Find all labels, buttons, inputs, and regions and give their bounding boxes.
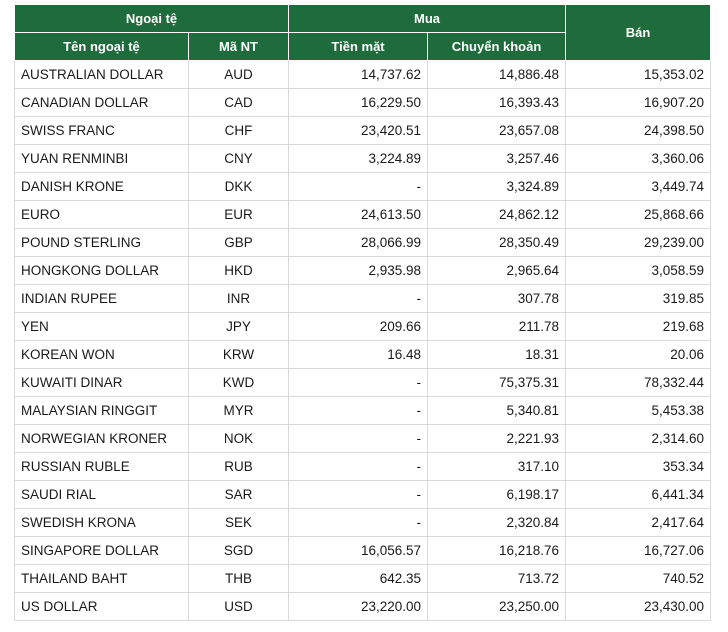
cash-buy-cell: 23,220.00: [289, 593, 428, 621]
sell-rate-cell: 353.34: [566, 453, 711, 481]
sell-rate-cell: 2,417.64: [566, 509, 711, 537]
currency-code-cell: THB: [189, 565, 289, 593]
cash-buy-cell: 642.35: [289, 565, 428, 593]
currency-name-cell: AUSTRALIAN DOLLAR: [15, 61, 189, 89]
currency-code-cell: RUB: [189, 453, 289, 481]
table-row: [15, 369, 711, 397]
currency-code-cell: JPY: [189, 313, 289, 341]
transfer-buy-cell: 317.10: [428, 453, 566, 481]
currency-name-cell: NORWEGIAN KRONER: [15, 425, 189, 453]
cash-buy-cell: -: [289, 173, 428, 201]
currency-name-cell: SINGAPORE DOLLAR: [15, 537, 189, 565]
table-row: [15, 229, 711, 257]
currency-name-cell: SWEDISH KRONA: [15, 509, 189, 537]
sell-rate-cell: 3,360.06: [566, 145, 711, 173]
currency-code-cell: DKK: [189, 173, 289, 201]
cash-buy-cell: 28,066.99: [289, 229, 428, 257]
sell-rate-cell: 20.06: [566, 341, 711, 369]
cash-buy-cell: 16,056.57: [289, 537, 428, 565]
table-row: [15, 593, 711, 621]
transfer-buy-cell: 3,324.89: [428, 173, 566, 201]
sell-rate-cell: 2,314.60: [566, 425, 711, 453]
currency-code-cell: INR: [189, 285, 289, 313]
table-row: [15, 89, 711, 117]
currency-code-cell: KRW: [189, 341, 289, 369]
table-row: [15, 453, 711, 481]
table-row: [15, 257, 711, 285]
sell-rate-cell: 23,430.00: [566, 593, 711, 621]
currency-code-cell: CAD: [189, 89, 289, 117]
currency-name-cell: CANADIAN DOLLAR: [15, 89, 189, 117]
cash-buy-cell: 16.48: [289, 341, 428, 369]
currency-name-cell: EURO: [15, 201, 189, 229]
transfer-buy-cell: 23,657.08: [428, 117, 566, 145]
cash-buy-cell: 2,935.98: [289, 257, 428, 285]
currency-code-cell: KWD: [189, 369, 289, 397]
currency-name-cell: DANISH KRONE: [15, 173, 189, 201]
cash-buy-cell: -: [289, 369, 428, 397]
transfer-buy-cell: 307.78: [428, 285, 566, 313]
cash-buy-cell: 16,229.50: [289, 89, 428, 117]
table-row: [15, 117, 711, 145]
sell-rate-cell: 740.52: [566, 565, 711, 593]
transfer-buy-cell: 211.78: [428, 313, 566, 341]
transfer-buy-cell: 28,350.49: [428, 229, 566, 257]
header-ngoai-te: Ngoại tệ: [15, 5, 289, 33]
currency-name-cell: POUND STERLING: [15, 229, 189, 257]
cash-buy-cell: -: [289, 509, 428, 537]
currency-code-cell: SAR: [189, 481, 289, 509]
table-row: [15, 509, 711, 537]
transfer-buy-cell: 6,198.17: [428, 481, 566, 509]
transfer-buy-cell: 14,886.48: [428, 61, 566, 89]
sell-rate-cell: 15,353.02: [566, 61, 711, 89]
currency-name-cell: SWISS FRANC: [15, 117, 189, 145]
currency-name-cell: YUAN RENMINBI: [15, 145, 189, 173]
sell-rate-cell: 78,332.44: [566, 369, 711, 397]
transfer-buy-cell: 2,320.84: [428, 509, 566, 537]
sell-rate-cell: 319.85: [566, 285, 711, 313]
sell-rate-cell: 25,868.66: [566, 201, 711, 229]
currency-name-cell: THAILAND BAHT: [15, 565, 189, 593]
table-row: [15, 341, 711, 369]
cash-buy-cell: -: [289, 481, 428, 509]
sell-rate-cell: 3,449.74: [566, 173, 711, 201]
currency-code-cell: SGD: [189, 537, 289, 565]
currency-code-cell: CNY: [189, 145, 289, 173]
table-row: [15, 61, 711, 89]
currency-name-cell: HONGKONG DOLLAR: [15, 257, 189, 285]
transfer-buy-cell: 713.72: [428, 565, 566, 593]
table-header: [15, 5, 711, 61]
currency-name-cell: YEN: [15, 313, 189, 341]
sell-rate-cell: 16,907.20: [566, 89, 711, 117]
currency-name-cell: US DOLLAR: [15, 593, 189, 621]
currency-name-cell: INDIAN RUPEE: [15, 285, 189, 313]
cash-buy-cell: 23,420.51: [289, 117, 428, 145]
sell-rate-cell: 6,441.34: [566, 481, 711, 509]
table-body: [15, 61, 711, 621]
cash-buy-cell: -: [289, 397, 428, 425]
currency-code-cell: SEK: [189, 509, 289, 537]
currency-code-cell: USD: [189, 593, 289, 621]
currency-name-cell: SAUDI RIAL: [15, 481, 189, 509]
header-mua: Mua: [289, 5, 566, 33]
cash-buy-cell: -: [289, 425, 428, 453]
currency-name-cell: KUWAITI DINAR: [15, 369, 189, 397]
table-row: [15, 173, 711, 201]
exchange-rate-table: [14, 4, 711, 621]
table-row: [15, 537, 711, 565]
currency-name-cell: KOREAN WON: [15, 341, 189, 369]
cash-buy-cell: 14,737.62: [289, 61, 428, 89]
currency-name-cell: MALAYSIAN RINGGIT: [15, 397, 189, 425]
table-row: [15, 397, 711, 425]
transfer-buy-cell: 2,965.64: [428, 257, 566, 285]
transfer-buy-cell: 16,393.43: [428, 89, 566, 117]
currency-code-cell: MYR: [189, 397, 289, 425]
table-row: [15, 285, 711, 313]
transfer-buy-cell: 5,340.81: [428, 397, 566, 425]
currency-code-cell: EUR: [189, 201, 289, 229]
sell-rate-cell: 16,727.06: [566, 537, 711, 565]
currency-code-cell: HKD: [189, 257, 289, 285]
transfer-buy-cell: 3,257.46: [428, 145, 566, 173]
header-tien-mat: Tiền mặt: [289, 33, 428, 61]
currency-code-cell: AUD: [189, 61, 289, 89]
table-row: [15, 565, 711, 593]
cash-buy-cell: 24,613.50: [289, 201, 428, 229]
exchange-rate-table-wrapper: [14, 4, 711, 621]
header-ma-nt: Mã NT: [189, 33, 289, 61]
table-row: [15, 425, 711, 453]
table-row: [15, 481, 711, 509]
currency-code-cell: NOK: [189, 425, 289, 453]
cash-buy-cell: -: [289, 453, 428, 481]
header-ten-ngoai-te: Tên ngoại tệ: [15, 33, 189, 61]
sell-rate-cell: 219.68: [566, 313, 711, 341]
transfer-buy-cell: 2,221.93: [428, 425, 566, 453]
sell-rate-cell: 24,398.50: [566, 117, 711, 145]
sell-rate-cell: 3,058.59: [566, 257, 711, 285]
transfer-buy-cell: 16,218.76: [428, 537, 566, 565]
transfer-buy-cell: 18.31: [428, 341, 566, 369]
transfer-buy-cell: 23,250.00: [428, 593, 566, 621]
transfer-buy-cell: 75,375.31: [428, 369, 566, 397]
table-row: [15, 201, 711, 229]
cash-buy-cell: 209.66: [289, 313, 428, 341]
table-row: [15, 313, 711, 341]
header-chuyen-khoan: Chuyển khoản: [428, 33, 566, 61]
cash-buy-cell: 3,224.89: [289, 145, 428, 173]
cash-buy-cell: -: [289, 285, 428, 313]
transfer-buy-cell: 24,862.12: [428, 201, 566, 229]
table-row: [15, 145, 711, 173]
currency-code-cell: CHF: [189, 117, 289, 145]
sell-rate-cell: 5,453.38: [566, 397, 711, 425]
header-ban: Bán: [566, 5, 711, 61]
currency-name-cell: RUSSIAN RUBLE: [15, 453, 189, 481]
currency-code-cell: GBP: [189, 229, 289, 257]
sell-rate-cell: 29,239.00: [566, 229, 711, 257]
